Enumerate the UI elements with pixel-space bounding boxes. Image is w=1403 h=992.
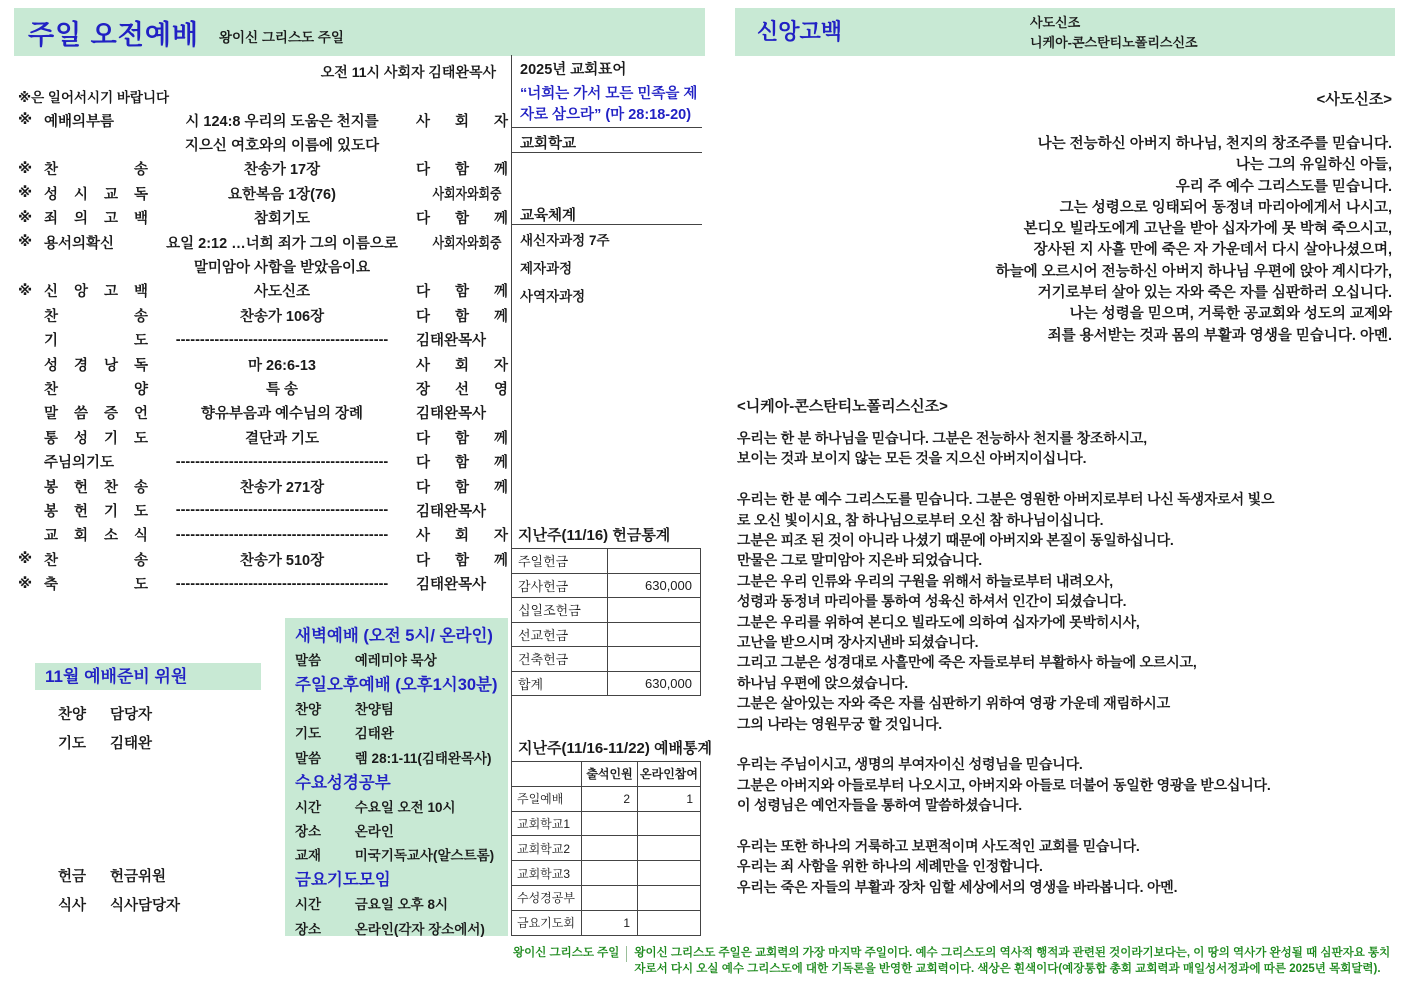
order-row	[18, 376, 508, 400]
order-item-leader: 다 함 께	[416, 308, 508, 325]
prep-committee-rows-bottom	[58, 861, 180, 919]
schedule-term: 시간	[295, 799, 322, 815]
attendance-row	[512, 812, 700, 837]
creed-line: 그는 성령으로 잉태되어 동정녀 마리아에게서 나시고,	[1059, 199, 1392, 216]
creed-line: 죄를 용서받는 것과 몸의 부활과 영생을 믿습니다. 아멘.	[1047, 327, 1392, 344]
offering-amount	[608, 623, 700, 647]
order-item-label: 찬 양	[44, 381, 148, 398]
offering-amount	[608, 647, 700, 671]
divider-line	[511, 127, 702, 128]
offering-table-title: 지난주(11/16) 헌금통계	[518, 527, 671, 544]
order-item-leader: 사 회 자	[416, 357, 508, 374]
order-row	[18, 108, 508, 132]
order-item-label: 말 씀 증 언	[44, 406, 148, 423]
offering-table	[511, 548, 701, 696]
attendance-service-label: 교회학교3	[512, 861, 582, 885]
footnote-text: 왕이신 그리스도 주일은 교회력의 가장 마지막 주일이다. 예수 그리스도의 역사적 행적과 관련된 것이라기보다는, 이 땅의 역사가 완성될 때 심판자요 통치자로서 다시 오실 예수 그리스도에 대한 기독론을 반영한 교회력이다. 색상은 흰색이다(예장통합 총회 교회력과 매일성서정과에 따른 2025년 목회달력).	[634, 947, 1391, 975]
order-row	[18, 352, 508, 376]
schedule-item	[295, 893, 498, 917]
schedule-desc: 미국기독교사(알스트롬)	[354, 848, 495, 864]
order-row	[18, 132, 508, 156]
nicene-creed-text	[737, 428, 1399, 897]
attendance-service-label: 교회학교2	[512, 836, 582, 860]
right-page-subtitles	[1030, 13, 1198, 53]
order-row	[18, 254, 508, 278]
apostles-creed-heading: <사도신조>	[1316, 91, 1392, 108]
order-row	[18, 181, 508, 205]
stand-marker: ※	[18, 112, 33, 129]
order-row	[18, 449, 508, 473]
creed-line: 거기로부터 살아 있는 자와 죽은 자를 심판하러 오십니다.	[1037, 285, 1392, 302]
offering-amount: 630,000	[645, 675, 692, 691]
schedule-desc: 온라인	[354, 824, 394, 840]
offering-label: 건축헌금	[512, 647, 608, 671]
schedule-term: 말씀	[295, 653, 322, 668]
schedule-item	[295, 796, 498, 820]
creed-line: 우리는 죄 사함을 위한 하나의 세례만을 인정합니다.	[737, 858, 1043, 875]
prep-role: 찬양	[58, 707, 87, 723]
order-item-content: 요한복음 1장(76)	[228, 186, 336, 203]
left-page-header-bar	[14, 8, 705, 56]
education-course: 사역자과정	[520, 289, 586, 304]
offering-row	[512, 598, 700, 623]
schedule-item	[295, 673, 498, 698]
creed-line: 그분은 살아있는 자와 죽은 자를 심판하기 위하여 영광 가운데 재림하시고	[737, 695, 1170, 712]
creed-line: 하나님 우편에 앉으셨습니다.	[737, 674, 908, 691]
creed-line	[737, 816, 1399, 836]
order-item-leader: 다 함 께	[416, 479, 508, 496]
prep-person: 식사담당자	[110, 898, 181, 914]
offering-label: 감사헌금	[512, 574, 608, 598]
creed-line: 그분은 우리를 위하여 본디오 빌라도에 의하여 십자가에 못박히시사,	[737, 613, 1140, 630]
order-item-content: 향유부음과 예수님의 장례	[200, 406, 364, 423]
order-item-label: 교 회 소 식	[44, 528, 148, 545]
creed-line: 우리는 죽은 자들의 부활과 장차 임할 세상에서의 영생을 바라봅니다. 아멘.	[737, 878, 1178, 895]
liturgical-footnote	[513, 946, 1399, 977]
schedule-item	[295, 747, 498, 771]
schedule-desc: 김태완	[354, 726, 394, 742]
right-page-header-bar	[735, 8, 1395, 56]
order-item-leader: 김태완목사	[416, 333, 487, 350]
schedule-item	[295, 624, 498, 649]
attendance-online-count	[638, 886, 700, 910]
schedule-term: 시간	[295, 897, 322, 913]
order-item-leader: 다 함 께	[416, 284, 508, 301]
order-row	[18, 498, 508, 522]
stand-marker: ※	[18, 234, 33, 251]
schedule-term: 장소	[295, 921, 322, 937]
order-item-leader: 장 선 영	[416, 381, 508, 398]
schedule-term: 장소	[295, 824, 322, 840]
attendance-online-count	[638, 812, 700, 836]
divider-line	[511, 224, 702, 225]
schedule-desc: 금요일 오후 8시	[354, 897, 449, 913]
creed-line: 그분은 우리 인류와 우리의 구원을 위해서 하늘로부터 내려오사,	[737, 572, 1113, 589]
order-item-content: 찬송가 510장	[239, 552, 325, 569]
schedule-desc: 렘 28:1-11(김태완목사)	[354, 750, 492, 766]
prep-committee-row	[58, 890, 180, 919]
order-item-label: 신 앙 고 백	[44, 284, 148, 301]
order-row	[18, 303, 508, 327]
divider-line	[511, 152, 702, 153]
prep-person: 김태완	[110, 736, 153, 752]
attendance-row	[512, 886, 700, 911]
offering-label: 합계	[512, 672, 608, 696]
creed-line: 우리 주 예수 그리스도를 믿습니다.	[1175, 178, 1392, 195]
right-page-title: 신앙고백	[757, 19, 843, 44]
order-item-content: --------------------------------------------	[175, 575, 389, 592]
creed-line: 나는 그의 유일하신 아들,	[1235, 157, 1392, 174]
order-item-label: 봉 헌 기 도	[44, 503, 148, 520]
order-row	[18, 328, 508, 352]
schedule-heading: 새벽예배 (오전 5시/ 온라인)	[295, 627, 493, 645]
attendance-count	[582, 812, 638, 836]
attendance-count: 2	[582, 787, 638, 811]
order-item-leader: 사회자와회중	[432, 235, 502, 252]
stand-marker: ※	[18, 185, 33, 202]
offering-row	[512, 623, 700, 648]
attendance-row	[512, 861, 700, 886]
order-row	[18, 157, 508, 181]
left-page-title: 주일 오전예배	[28, 19, 199, 50]
order-row	[18, 523, 508, 547]
apostles-creed-text	[735, 134, 1392, 347]
order-item-leader: 다 함 께	[416, 211, 508, 228]
weekly-schedule-box	[285, 618, 508, 936]
order-item-leader: 김태완목사	[416, 503, 487, 520]
attendance-online-count: 1	[686, 791, 693, 806]
prep-committee-title: 11월 예배준비 위원	[35, 663, 261, 690]
order-item-content: --------------------------------------------	[175, 526, 389, 543]
church-school-label: 교회학교	[520, 136, 577, 152]
order-item-content: 찬송가 17장	[243, 162, 321, 179]
offering-amount: 630,000	[645, 577, 692, 593]
education-course: 제자과정	[520, 261, 573, 276]
order-item-content: --------------------------------------------	[175, 331, 389, 348]
creed-line: 하늘에 오르시어 전능하신 아버지 하나님 우편에 앉아 계시다가,	[995, 263, 1392, 280]
offering-amount	[608, 598, 700, 622]
attendance-online-count	[638, 911, 700, 935]
attendance-online-count	[638, 861, 700, 885]
offering-row	[512, 672, 700, 696]
order-item-leader: 다 함 께	[416, 430, 508, 447]
creed-line: 나는 전능하신 아버지 하나님, 천지의 창조주를 믿습니다.	[1037, 136, 1392, 152]
schedule-term: 기도	[295, 726, 322, 742]
stand-marker: ※	[18, 575, 33, 592]
prep-person: 담당자	[110, 707, 153, 723]
order-item-label: 죄 의 고 백	[44, 211, 148, 228]
schedule-desc: 예레미야 묵상	[354, 653, 437, 668]
prep-role: 기도	[58, 736, 87, 752]
order-item-content: 특 송	[265, 381, 299, 398]
attendance-table-title: 지난주(11/16-11/22) 예배통계	[518, 740, 713, 757]
offering-row	[512, 647, 700, 672]
stand-note: ※은 일어서시기 바랍니다	[18, 90, 170, 105]
order-item-leader: 사회자와회중	[432, 186, 502, 203]
offering-label: 십일조헌금	[512, 598, 608, 622]
creed-line: 그리고 그분은 성경대로 사흘만에 죽은 자들로부터 부활하사 하늘에 오르시고,	[737, 654, 1197, 671]
order-item-label: 찬 송	[44, 162, 148, 179]
footnote-label: 왕이신 그리스도 주일	[513, 946, 627, 962]
prep-person: 헌금위원	[110, 869, 167, 885]
attendance-body	[512, 787, 700, 935]
order-of-worship-list	[18, 108, 508, 596]
presider-line: 오전 11시 사회자 김태완목사	[320, 64, 496, 80]
schedule-item	[295, 868, 498, 893]
creed-line: 만물은 그로 말미암아 지은바 되었습니다.	[737, 552, 982, 569]
education-course-list	[520, 229, 610, 313]
attendance-online-count	[638, 836, 700, 860]
creed-line	[737, 734, 1399, 754]
stand-marker: ※	[18, 209, 33, 226]
attendance-header-row	[512, 762, 700, 787]
attendance-header-blank	[512, 762, 582, 786]
order-item-leader: 다 함 께	[416, 552, 508, 569]
attendance-row	[512, 787, 700, 812]
right-page-subtitle-2: 니케아-콘스탄티노폴리스신조	[1030, 35, 1198, 50]
attendance-header-attend: 출석인원	[582, 762, 638, 786]
prep-committee-rows-top	[58, 699, 152, 757]
order-row	[18, 230, 508, 254]
motto-title: 2025년 교회표어	[520, 62, 627, 78]
creed-line: 그분은 피조 된 것이 아니라 나셨기 때문에 아버지와 본질이 동일하십니다.	[737, 532, 1174, 549]
schedule-desc: 찬양팀	[354, 702, 394, 718]
schedule-item	[295, 698, 498, 722]
order-item-leader: 다 함 께	[416, 455, 508, 472]
order-item-leader: 다 함 께	[416, 162, 508, 179]
order-row	[18, 547, 508, 571]
order-item-content: 결단과 기도	[244, 430, 320, 447]
creed-line: 보이는 것과 보이지 않는 모든 것을 지으신 아버지이십니다.	[737, 450, 1087, 467]
prep-committee-row	[58, 861, 180, 890]
creed-line: 그분은 아버지와 아들로부터 나오시고, 아버지와 아들로 더불어 동일한 영광을 받으십니다.	[737, 776, 1271, 793]
attendance-row	[512, 911, 700, 935]
attendance-count	[582, 836, 638, 860]
order-item-label: 찬 송	[44, 308, 148, 325]
order-item-label: 성 경 낭 독	[44, 357, 148, 374]
offering-amount	[608, 549, 700, 573]
schedule-item	[295, 649, 498, 673]
offering-label: 주일헌금	[512, 549, 608, 573]
attendance-service-label: 금요기도회	[512, 911, 582, 935]
order-item-label: 기 도	[44, 333, 148, 350]
order-item-content: 요일 2:12 …너희 죄가 그의 이름으로	[166, 235, 398, 252]
motto-text: “너희는 가서 모든 민족을 제자로 삼으라” (마 28:18-20)	[520, 86, 698, 123]
schedule-term: 찬양	[295, 702, 322, 718]
order-item-content: 마 26:6-13	[247, 357, 316, 374]
order-item-content: 참회기도	[253, 211, 311, 228]
creed-line	[737, 469, 1399, 489]
order-row	[18, 206, 508, 230]
order-item-leader: 김태완목사	[416, 406, 487, 423]
order-item-content: 지으신 여호와의 이름에 있도다	[184, 138, 380, 155]
schedule-heading: 금요기도모임	[295, 871, 391, 890]
order-item-leader: 사 회 자	[416, 528, 508, 545]
order-item-leader: 김태완목사	[416, 577, 487, 594]
order-item-label: 봉 헌 찬 송	[44, 479, 148, 496]
offering-row	[512, 549, 700, 574]
attendance-row	[512, 836, 700, 861]
schedule-heading: 수요성경공부	[295, 773, 391, 792]
nicene-creed-heading: <니케아-콘스탄티노폴리스신조>	[737, 398, 948, 415]
order-row	[18, 401, 508, 425]
order-row	[18, 425, 508, 449]
prep-role: 식사	[58, 898, 87, 914]
attendance-table	[511, 761, 701, 936]
order-item-content: --------------------------------------------	[175, 502, 389, 519]
right-page-subtitle-1: 사도신조	[1030, 15, 1081, 30]
order-item-content: 찬송가 271장	[239, 479, 325, 496]
creed-line: 우리는 한 분 하나님을 믿습니다. 그분은 전능하사 천지를 창조하시고,	[737, 430, 1147, 446]
offering-row	[512, 574, 700, 599]
order-item-label: 통 성 기 도	[44, 430, 148, 447]
order-item-label: 주님의기도	[44, 455, 115, 472]
order-item-label: 용서의확신	[44, 235, 115, 252]
stand-marker: ※	[18, 160, 33, 177]
schedule-term: 교재	[295, 848, 322, 864]
order-item-label: 찬 송	[44, 552, 148, 569]
schedule-term: 말씀	[295, 750, 322, 766]
order-item-label: 예배의부름	[44, 113, 115, 130]
order-item-label: 성 시 교 독	[44, 186, 148, 203]
schedule-item	[295, 722, 498, 746]
offering-label: 선교헌금	[512, 623, 608, 647]
attendance-count	[582, 861, 638, 885]
attendance-service-label: 교회학교1	[512, 812, 582, 836]
schedule-item	[295, 844, 498, 868]
order-item-content: 찬송가 106장	[239, 308, 325, 325]
schedule-heading: 주일오후예배 (오후1시30분)	[295, 676, 498, 695]
order-row	[18, 279, 508, 303]
prep-committee-row	[58, 699, 152, 728]
creed-line: 성령과 동정녀 마리아를 통하여 성육신 하셔서 인간이 되셨습니다.	[737, 593, 1127, 610]
order-item-label: 축 도	[44, 577, 148, 594]
attendance-count: 1	[582, 911, 638, 935]
left-page-subtitle: 왕이신 그리스도 주일	[219, 30, 344, 45]
creed-line: 우리는 한 분 예수 그리스도를 믿습니다. 그분은 영원한 아버지로부터 나신 독생자로서 빛으	[737, 491, 1275, 508]
creed-line: 본디오 빌라도에게 고난을 받아 십자가에 못 박혀 죽으시고,	[1023, 221, 1392, 238]
attendance-service-label: 주일예배	[512, 787, 582, 811]
order-item-content: 시 124:8 우리의 도움은 천지를	[185, 113, 379, 130]
schedule-desc: 수요일 오전 10시	[354, 799, 456, 815]
order-item-leader: 사 회 자	[416, 113, 508, 130]
prep-committee-row	[58, 728, 152, 757]
education-course: 새신자과정 7주	[520, 233, 610, 248]
creed-line: 우리는 주님이시고, 생명의 부여자이신 성령님을 믿습니다.	[737, 756, 1083, 773]
order-row	[18, 474, 508, 498]
schedule-item	[295, 820, 498, 844]
creed-line: 우리는 또한 하나의 거룩하고 보편적이며 사도적인 교회를 믿습니다.	[737, 838, 1140, 855]
creed-line: 나는 성령을 믿으며, 거룩한 공교회와 성도의 교제와	[1069, 306, 1392, 323]
attendance-service-label: 수성경공부	[512, 886, 582, 910]
order-item-content: 말미암아 사함을 받았음이요	[193, 260, 371, 277]
schedule-item	[295, 771, 498, 796]
order-item-content: 사도신조	[253, 284, 311, 301]
prep-role: 헌금	[58, 869, 87, 885]
attendance-header-online: 온라인참여	[640, 767, 698, 782]
creed-line: 그의 나라는 영원무궁 할 것입니다.	[737, 715, 942, 732]
schedule-item	[295, 918, 498, 942]
attendance-count	[582, 886, 638, 910]
creed-line: 고난을 받으시며 장사지낸바 되셨습니다.	[737, 634, 979, 651]
education-system-title: 교육체계	[520, 208, 577, 224]
stand-marker: ※	[18, 282, 33, 299]
creed-line: 이 성령님은 예언자들을 통하여 말씀하셨습니다.	[737, 797, 1022, 814]
creed-line: 로 오신 빛이시요, 참 하나님으로부터 오신 참 하나님이십니다.	[737, 511, 1104, 528]
order-row	[18, 571, 508, 595]
creed-line: 장사된 지 사흘 만에 죽은 자 가운데서 다시 살아나셨으며,	[1033, 242, 1392, 259]
order-item-content: --------------------------------------------	[175, 453, 389, 470]
schedule-desc: 온라인(각자 장소에서)	[354, 921, 485, 937]
stand-marker: ※	[18, 551, 33, 568]
